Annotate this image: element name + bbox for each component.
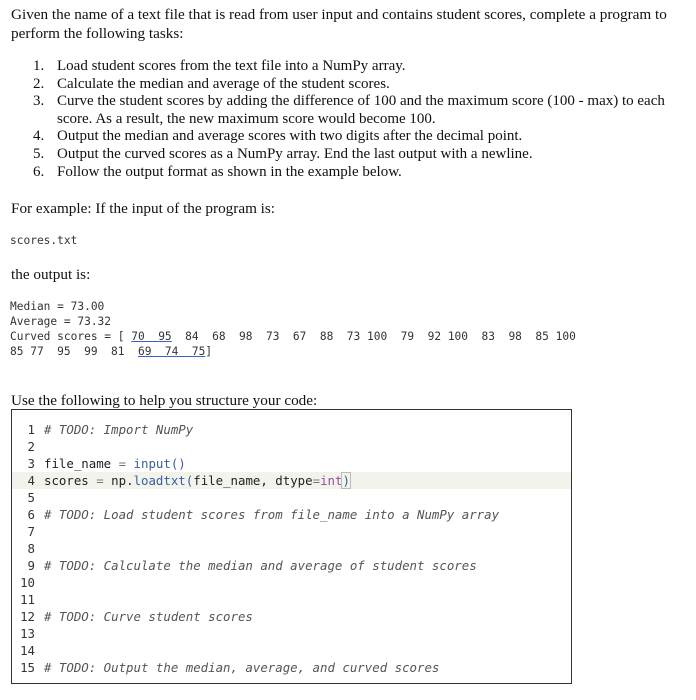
code-line[interactable] [12, 608, 571, 625]
task-number: 4. [33, 128, 45, 145]
line-number: 12 [20, 609, 35, 624]
code-line-active[interactable] [12, 472, 571, 489]
code-comment: # TODO: Curve student scores [44, 609, 253, 624]
code-line[interactable] [12, 574, 571, 591]
task-text: Output the median and average scores with two digits after the decimal point. [57, 128, 523, 145]
line-number: 15 [20, 660, 35, 675]
code-line[interactable] [12, 659, 571, 676]
output-curved-line-1 [10, 329, 576, 344]
code-operator: = [111, 456, 134, 471]
code-line[interactable] [12, 438, 571, 455]
line-number: 10 [20, 575, 35, 590]
code-function: input [133, 456, 171, 471]
line-number: 7 [27, 524, 35, 539]
code-line[interactable] [12, 523, 571, 540]
line-number: 13 [20, 626, 35, 641]
output-average: Average = 73.32 [10, 315, 112, 328]
line-number: 11 [20, 592, 35, 607]
code-parens: () [170, 456, 186, 471]
example-input: scores.txt [10, 234, 78, 247]
task-text: Curve the student scores by adding the difference of 100 and the maximum score (100 - max) to each score. As a result, the new maximum score would become 100. [57, 93, 665, 127]
code-type: int [320, 473, 343, 488]
line-number: 3 [27, 456, 35, 471]
task-number: 1. [33, 58, 45, 74]
code-line[interactable] [12, 540, 571, 557]
curved-underlined-values: 70 95 [131, 330, 172, 343]
output-curved-line-2 [10, 344, 212, 359]
output-intro: the output is: [11, 266, 91, 283]
code-line[interactable] [12, 489, 571, 506]
task-item [0, 146, 690, 164]
curved-close-bracket: ] [205, 345, 213, 358]
code-keyword-arg: dtype [275, 473, 313, 488]
code-line[interactable] [12, 642, 571, 659]
intro-paragraph: Given the name of a text file that is read from user input and contains student scores, complete a program to perform the following tasks: [11, 6, 667, 42]
task-number: 3. [33, 93, 45, 110]
curved-values: 85 77 95 99 81 [10, 345, 138, 358]
code-comment: # TODO: Output the median, average, and curved scores [44, 660, 440, 675]
task-list [0, 58, 690, 181]
code-line[interactable] [12, 625, 571, 642]
code-operator: = [312, 473, 321, 488]
code-close-paren: ) [342, 473, 350, 488]
line-number: 5 [27, 490, 35, 505]
code-line[interactable] [12, 455, 571, 472]
curved-values: 84 68 98 73 67 88 73 100 79 92 100 83 98 85 100 [171, 330, 576, 343]
code-statement [44, 472, 350, 489]
task-text: Follow the output format as shown in the example below. [57, 163, 402, 180]
code-line[interactable] [12, 591, 571, 608]
curved-prefix: Curved scores = [ [10, 330, 132, 343]
code-operator: = [88, 473, 112, 488]
code-line[interactable] [12, 421, 571, 438]
line-number: 9 [27, 558, 35, 573]
task-item [0, 58, 690, 76]
code-separator: , [260, 473, 276, 488]
task-text: Calculate the median and average of the student scores. [57, 75, 390, 92]
task-number: 5. [33, 145, 45, 162]
code-editor[interactable] [11, 409, 572, 684]
code-comment: # TODO: Import NumPy [44, 422, 194, 437]
line-number: 2 [27, 439, 35, 454]
code-line[interactable] [12, 557, 571, 574]
task-item [0, 164, 690, 182]
task-item [0, 93, 690, 128]
code-line[interactable] [12, 506, 571, 523]
task-item [0, 128, 690, 146]
line-number: 1 [27, 422, 35, 437]
output-median: Median = 73.00 [10, 300, 105, 313]
example-intro: For example: If the input of the program is: [11, 200, 276, 217]
code-open-paren: ( [185, 473, 194, 488]
code-module: np. [111, 473, 134, 488]
task-item [0, 76, 690, 94]
curved-underlined-values: 69 74 75 [137, 345, 206, 358]
code-variable: scores [44, 473, 89, 488]
task-text: Output the curved scores as a NumPy array. End the last output with a newline. [57, 145, 533, 162]
line-number: 6 [27, 507, 35, 522]
code-comment: # TODO: Calculate the median and average of student scores [44, 558, 477, 573]
code-function: loadtxt [133, 473, 186, 488]
line-number: 8 [27, 541, 35, 556]
line-number: 4 [27, 473, 35, 488]
task-number: 6. [33, 163, 45, 180]
task-number: 2. [33, 75, 45, 92]
code-comment: # TODO: Load student scores from file_name into a NumPy array [44, 507, 500, 522]
code-statement [44, 455, 186, 472]
code-guide-label: Use the following to help you structure your code: [11, 392, 318, 409]
code-variable: file_name [44, 456, 112, 471]
task-text: Load student scores from the text file into a NumPy array. [57, 58, 406, 74]
line-number: 14 [20, 643, 35, 658]
code-argument: file_name [193, 473, 261, 488]
